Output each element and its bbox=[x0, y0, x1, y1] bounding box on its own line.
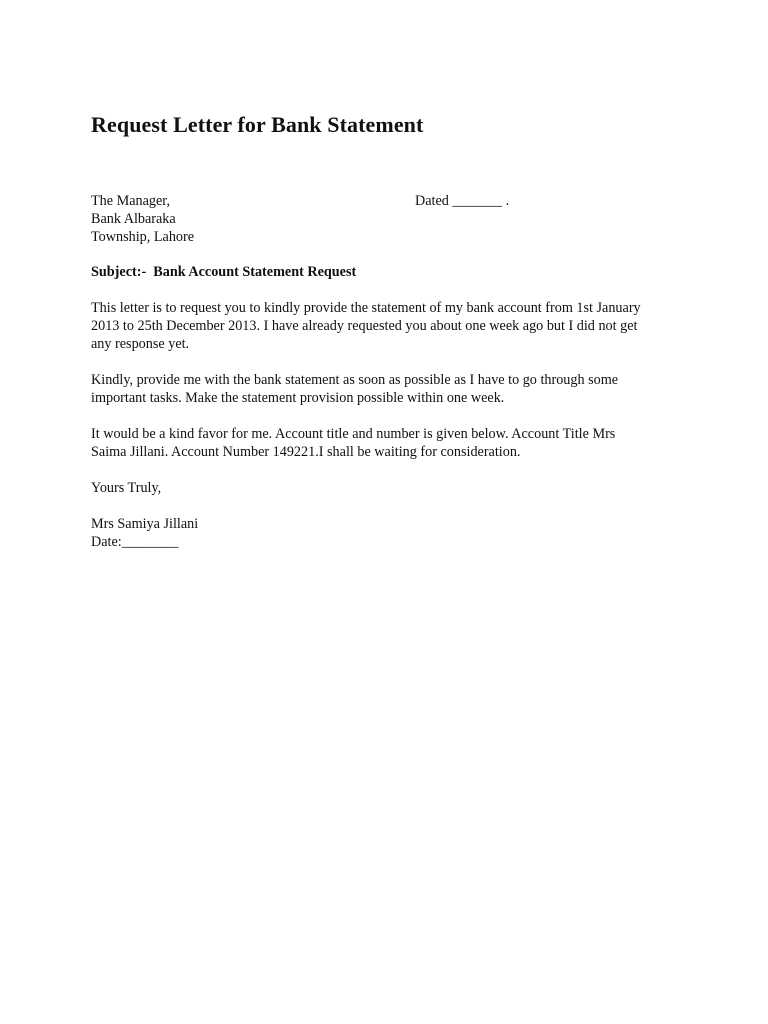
recipient-line-1: The Manager, bbox=[91, 193, 171, 209]
paragraph-3-line: It would be a kind favor for me. Account title and number is given below. Account Title Mrs bbox=[91, 426, 616, 442]
paragraph-3 bbox=[91, 425, 691, 461]
recipient-line-3: Township, Lahore bbox=[91, 229, 195, 245]
paragraph-1-line: This letter is to request you to kindly provide the statement of my bank account from 1st January bbox=[91, 300, 641, 316]
paragraph-3-line: Saima Jillani. Account Number 149221.I shall be waiting for consideration. bbox=[91, 444, 521, 460]
dated-field: Dated _______ . bbox=[415, 193, 510, 209]
subject-line bbox=[91, 263, 356, 281]
paragraph-1 bbox=[91, 299, 691, 353]
subject-label: Subject:- bbox=[91, 264, 147, 280]
paragraph-1-line: 2013 to 25th December 2013. I have already requested you about one week ago but I did not get bbox=[91, 318, 638, 334]
signature-name: Mrs Samiya Jillani bbox=[91, 516, 199, 532]
subject-text: Bank Account Statement Request bbox=[153, 264, 357, 280]
paragraph-2-line: Kindly, provide me with the bank statement as soon as possible as I have to go through some bbox=[91, 372, 619, 388]
paragraph-1-line: any response yet. bbox=[91, 336, 190, 352]
paragraph-2-line: important tasks. Make the statement provision possible within one week. bbox=[91, 390, 505, 406]
closing: Yours Truly, bbox=[91, 480, 162, 496]
letter-title: Request Letter for Bank Statement bbox=[91, 112, 424, 137]
date-line: Date:________ bbox=[91, 534, 179, 550]
paragraph-2 bbox=[91, 371, 691, 407]
recipient-line-2: Bank Albaraka bbox=[91, 211, 176, 227]
